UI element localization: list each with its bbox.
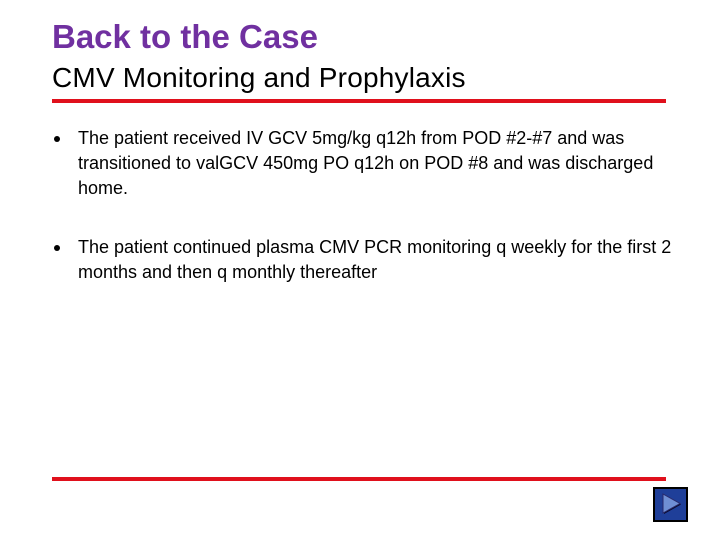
bullet-dot-icon (54, 245, 60, 251)
bullet-item (52, 126, 692, 201)
bullet-list (52, 126, 692, 285)
bullet-dot-icon (54, 136, 60, 142)
title-divider (52, 99, 666, 103)
bullet-text: The patient continued plasma CMV PCR monitoring q weekly for the first 2 months and then q monthly thereafter (78, 237, 672, 282)
slide-title: Back to the Case (52, 18, 318, 55)
bullet-item (52, 235, 692, 285)
play-arrow-icon (655, 489, 686, 520)
next-slide-button[interactable] (653, 487, 688, 522)
bullet-text: The patient received IV GCV 5mg/kg q12h from POD #2-#7 and was transitioned to valGCV 450mg PO q12h on POD #8 and was discharged home. (78, 128, 654, 198)
slide-subtitle: CMV Monitoring and Prophylaxis (52, 62, 466, 93)
footer-divider (52, 477, 666, 481)
